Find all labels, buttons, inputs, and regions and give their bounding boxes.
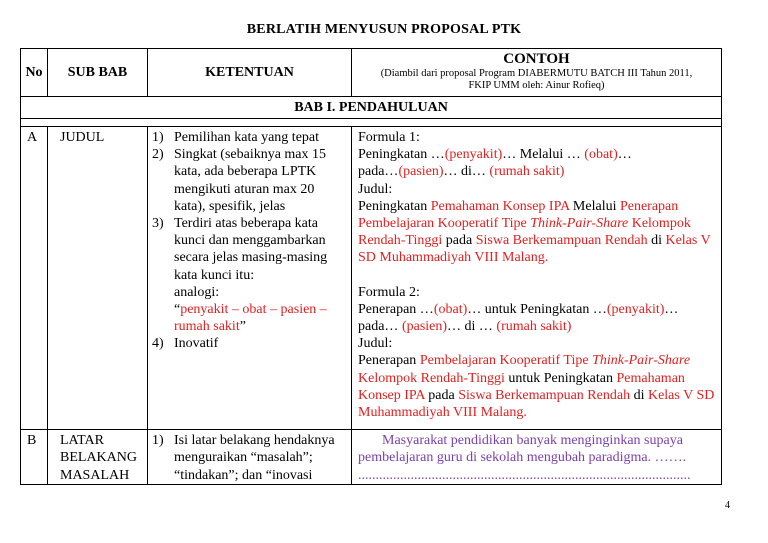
row-b-ketentuan xyxy=(148,430,352,485)
row-a-no: A xyxy=(21,127,48,430)
header-contoh-note-1: (Diambil dari proposal Program DIABERMUTU BATCH III Tahun 2011, xyxy=(380,68,693,79)
header-ketentuan: KETENTUAN xyxy=(148,49,352,97)
spacer-row xyxy=(21,119,722,127)
document-title: BERLATIH MENYUSUN PROPOSAL PTK xyxy=(246,22,522,37)
latar-belakang-text: Masyarakat pendidikan banyak menginginkan supaya pembelajaran guru di sekolah mengubah paradigma. ……. xyxy=(358,433,687,466)
header-no: No xyxy=(21,49,48,97)
formula-1-label: Formula 1: xyxy=(358,130,420,145)
row-b-no: B xyxy=(21,430,48,485)
row-b-sub-bab: LATAR BELAKANG MASALAH xyxy=(48,430,148,485)
list-item: 2) Singkat (sebaiknya max 15 kata, ada beberapa LPTK mengikuti aturan max 20 kata), spesifik, jelas xyxy=(152,147,327,214)
list-item: 3) Terdiri atas beberapa kata kunci dan menggambarkan secara jelas masing-masing kata kunci itu: analogi: “penyakit – obat – pasien – rumah sakit” xyxy=(152,216,328,335)
list-item: 1) Isi latar belakang hendaknya menguraikan “masalah”; “tindakan”; dan “inovasi xyxy=(152,433,335,483)
latar-belakang-dots: ............................................................................................... xyxy=(358,467,691,483)
formula-2-label: Formula 2: xyxy=(358,284,420,300)
formula-1-text: Peningkatan …(penyakit)… Melalui … (obat)… pada…(pasien)… di… (rumah sakit) xyxy=(358,147,632,180)
list-item: 4) Inovatif xyxy=(152,336,219,352)
judul-1-label: Judul: xyxy=(358,181,393,197)
header-sub-bab: SUB BAB xyxy=(48,49,148,97)
page-number: 4 xyxy=(725,500,730,511)
analogi-highlight: penyakit – obat – pasien – rumah sakit xyxy=(174,302,327,335)
header-contoh-title: CONTOH xyxy=(503,51,570,67)
header-contoh xyxy=(352,49,722,97)
list-item: 1) Pemilihan kata yang tepat xyxy=(152,130,320,145)
judul-2-text: Penerapan Pembelajaran Kooperatif Tipe Think-Pair-Share Kelompok Rendah-Tinggi untuk Peningkatan Pemahaman Konsep IPA pada Siswa Berkemampuan Rendah di Kelas V SD Muhammadiyah VIII Malang. xyxy=(358,353,715,421)
row-b-contoh xyxy=(352,430,722,485)
judul-2-label: Judul: xyxy=(358,336,393,352)
formula-2-text: Penerapan …(obat)… untuk Peningkatan …(penyakit)… pada… (pasien)… di … (rumah sakit) xyxy=(358,301,679,335)
judul-1-text: Peningkatan Pemahaman Konsep IPA Melalui Penerapan Pembelajaran Kooperatif Tipe Think-Pair-Share Kelompok Rendah-Tinggi pada Siswa Berkemampuan Rendah di Kelas V SD Muhammadiyah VIII Malang. xyxy=(358,198,711,266)
table-row xyxy=(21,430,722,485)
proposal-table xyxy=(20,48,722,485)
bab-title: BAB I. PENDAHULUAN xyxy=(21,97,722,119)
row-a-sub-bab: JUDUL xyxy=(48,127,148,430)
row-a-ketentuan xyxy=(148,127,352,430)
header-contoh-note-2: FKIP UMM oleh: Ainur Rofieq) xyxy=(468,80,605,91)
row-a-contoh xyxy=(352,127,722,430)
table-row xyxy=(21,127,722,430)
table-header-row xyxy=(21,49,722,97)
bab-row xyxy=(21,97,722,119)
